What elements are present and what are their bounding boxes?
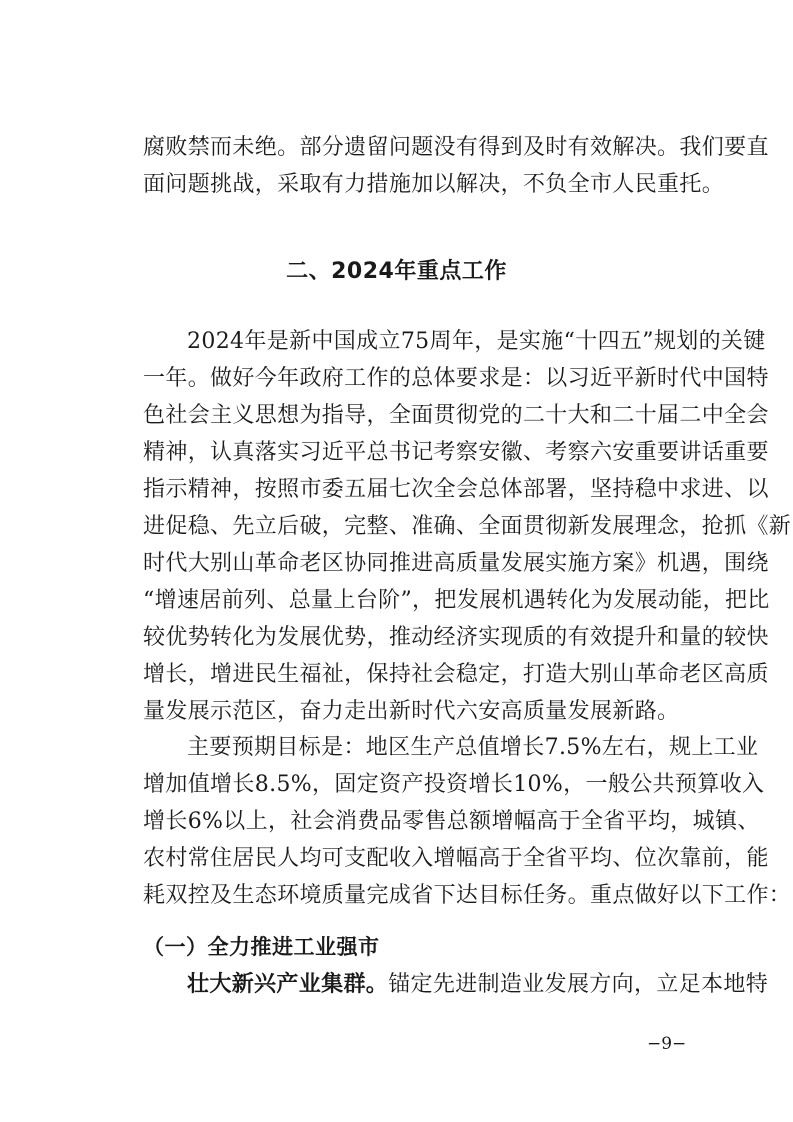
text-line: 色社会主义思想为指导，全面贯彻党的二十大和二十届二中全会	[143, 403, 769, 428]
text-line: 增长，增进民生福祉，保持社会稳定，打造大别山革命老区高质	[143, 662, 769, 687]
text-line: 增长6%以上，社会消费品零售总额增幅高于全省平均，城镇、	[143, 809, 760, 834]
text-line: 耗双控及生态环境质量完成省下达目标任务。重点做好以下工作：	[143, 883, 792, 908]
page-number: −9−	[647, 1034, 687, 1054]
text-line: 腐败禁而未绝。部分遗留问题没有得到及时有效解决。我们要直	[143, 135, 769, 160]
text-line: 主要预期目标是：地区生产总值增长7.5%左右，规上工业	[187, 735, 759, 760]
bold-lead-phrase: 壮大新兴产业集群。	[187, 972, 389, 997]
text-run: 锚定先进制造业发展方向，立足本地特	[388, 972, 769, 997]
text-line	[143, 966, 769, 1003]
text-line: 较优势转化为发展优势，推动经济实现质的有效提升和量的较快	[143, 625, 769, 650]
text-line: 增加值增长8.5%，固定资产投资增长10%，一般公共预算收入	[143, 772, 765, 797]
text-line: 进促稳、先立后破，完整、准确、全面贯彻新发展理念，抢抓《新	[143, 514, 792, 539]
expected-targets-paragraph	[143, 729, 792, 914]
text-line: “增速居前列、总量上台阶”，把发展机遇转化为发展动能，把比	[143, 588, 770, 613]
text-line: 时代大别山革命老区协同推进高质量发展实施方案》机遇，围绕	[143, 551, 769, 576]
subsection-heading: （一）全力推进工业强市	[143, 935, 380, 959]
continuation-paragraph	[143, 129, 769, 203]
section-heading: 二、2024年重点工作	[286, 259, 507, 284]
text-line: 2024年是新中国成立75周年，是实施“十四五”规划的关键	[187, 329, 766, 354]
text-line: 一年。做好今年政府工作的总体要求是：以习近平新时代中国特	[143, 366, 769, 391]
text-line: 指示精神，按照市委五届七次全会总体部署，坚持稳中求进、以	[143, 477, 769, 502]
text-line: 精神，认真落实习近平总书记考察安徽、考察六安重要讲话重要	[143, 440, 769, 465]
text-line: 面问题挑战，采取有力措施加以解决，不负全市人民重托。	[143, 172, 725, 197]
text-line: 农村常住居民人均可支配收入增幅高于全省平均、位次靠前，能	[143, 846, 769, 871]
industry-paragraph	[143, 966, 769, 1003]
text-line: 量发展示范区，奋力走出新时代六安高质量发展新路。	[143, 699, 680, 724]
general-requirements-paragraph	[143, 323, 792, 730]
